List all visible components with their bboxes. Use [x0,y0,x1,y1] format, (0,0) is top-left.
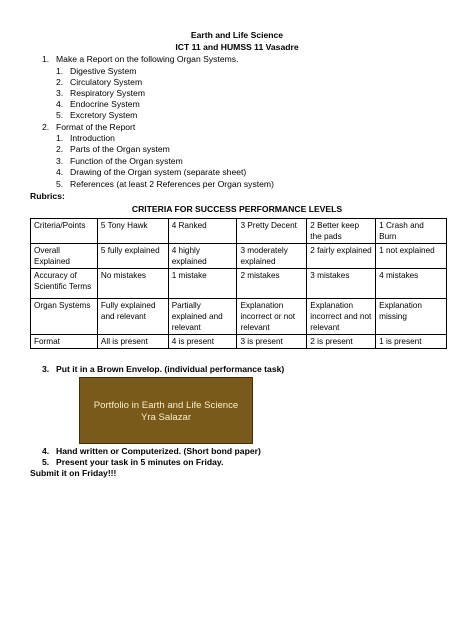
subitem-text: Parts of the Organ system [70,144,170,154]
table-cell: 4 mistakes [376,269,447,299]
subitem-number: 4. [56,167,64,177]
table-cell: Explanation incorrect or not relevant [237,299,307,335]
table-cell: Accuracy of Scientific Terms [31,269,98,299]
brown-folder-image [79,377,253,444]
table-row [31,244,447,269]
task-number: 1. [42,54,50,64]
subitem-text: References (at least 2 References per Organ system) [70,179,274,189]
table-header-cell: 2 Better keep the pads [307,219,376,244]
table-cell: 2 is present [307,335,376,349]
document-title: Earth and Life Science [190,30,284,40]
task-text: Format of the Report [56,122,136,132]
subitem-text: Respiratory System [70,88,145,98]
table-cell: 4 is present [168,335,237,349]
rubric-title: CRITERIA FOR SUCCESS PERFORMANCE LEVELS [131,204,343,214]
table-cell: 1 mistake [168,269,237,299]
table-cell: Partially explained and relevant [168,299,237,335]
table-cell: 4 highly explained [168,244,237,269]
table-header-row [31,219,447,244]
table-cell: Explanation missing [376,299,447,335]
document-subtitle: ICT 11 and HUMSS 11 Vasadre [175,42,299,52]
table-cell: 2 mistakes [237,269,307,299]
table-cell: 2 fairly explained [307,244,376,269]
subitem-number: 5. [56,179,64,189]
table-cell: All is present [97,335,168,349]
table-cell: Organ Systems [31,299,98,335]
subitem-number: 4. [56,99,64,109]
table-header-cell: 4 Ranked [168,219,237,244]
table-cell: 1 is present [376,335,447,349]
task-text: Present your task in 5 minutes on Friday. [56,457,224,467]
table-cell: 3 mistakes [307,269,376,299]
table-header-cell: 5 Tony Hawk [97,219,168,244]
subitem-number: 3. [56,88,64,98]
subitem-number: 5. [56,110,64,120]
table-cell: Overall Explained [31,244,98,269]
table-cell: 3 moderately explained [237,244,307,269]
subitem-text: Drawing of the Organ system (separate sheet) [70,167,247,177]
rubrics-label: Rubrics: [30,191,65,201]
subitem-text: Excretory System [70,110,138,120]
subitem-number: 2. [56,77,64,87]
folder-title: Portfolio in Earth and Life Science [93,400,239,411]
subitem-text: Function of the Organ system [70,156,183,166]
table-header-cell: 3 Pretty Decent [237,219,307,244]
task-number: 2. [42,122,50,132]
rubric-table [30,218,447,349]
table-cell: 1 not explained [376,244,447,269]
table-cell: Explanation incorrect and not relevant [307,299,376,335]
task-text: Put it in a Brown Envelop. (individual performance task) [56,364,285,374]
task-number: 4. [42,446,50,456]
subitem-number: 2. [56,144,64,154]
subitem-number: 1. [56,133,64,143]
table-cell: 5 fully explained [97,244,168,269]
table-row [31,335,447,349]
closing-note: Submit it on Friday!!! [30,468,117,478]
table-cell: Fully explained and relevant [97,299,168,335]
task-text: Make a Report on the following Organ Systems. [56,54,239,64]
subitem-text: Digestive System [70,66,137,76]
task-number: 3. [42,364,50,374]
table-row [31,269,447,299]
table-cell: 3 is present [237,335,307,349]
task-text: Hand written or Computerized. (Short bond paper) [56,446,261,456]
table-row [31,299,447,335]
subitem-number: 1. [56,66,64,76]
table-cell: No mistakes [97,269,168,299]
subitem-number: 3. [56,156,64,166]
task-number: 5. [42,457,50,467]
subitem-text: Endocrine System [70,99,140,109]
table-header-cell: Criteria/Points [31,219,98,244]
table-header-cell: 1 Crash and Burn [376,219,447,244]
subitem-text: Circulatory System [70,77,143,87]
subitem-text: Introduction [70,133,115,143]
folder-author: Yra Salazar [140,412,192,423]
table-cell: Format [31,335,98,349]
